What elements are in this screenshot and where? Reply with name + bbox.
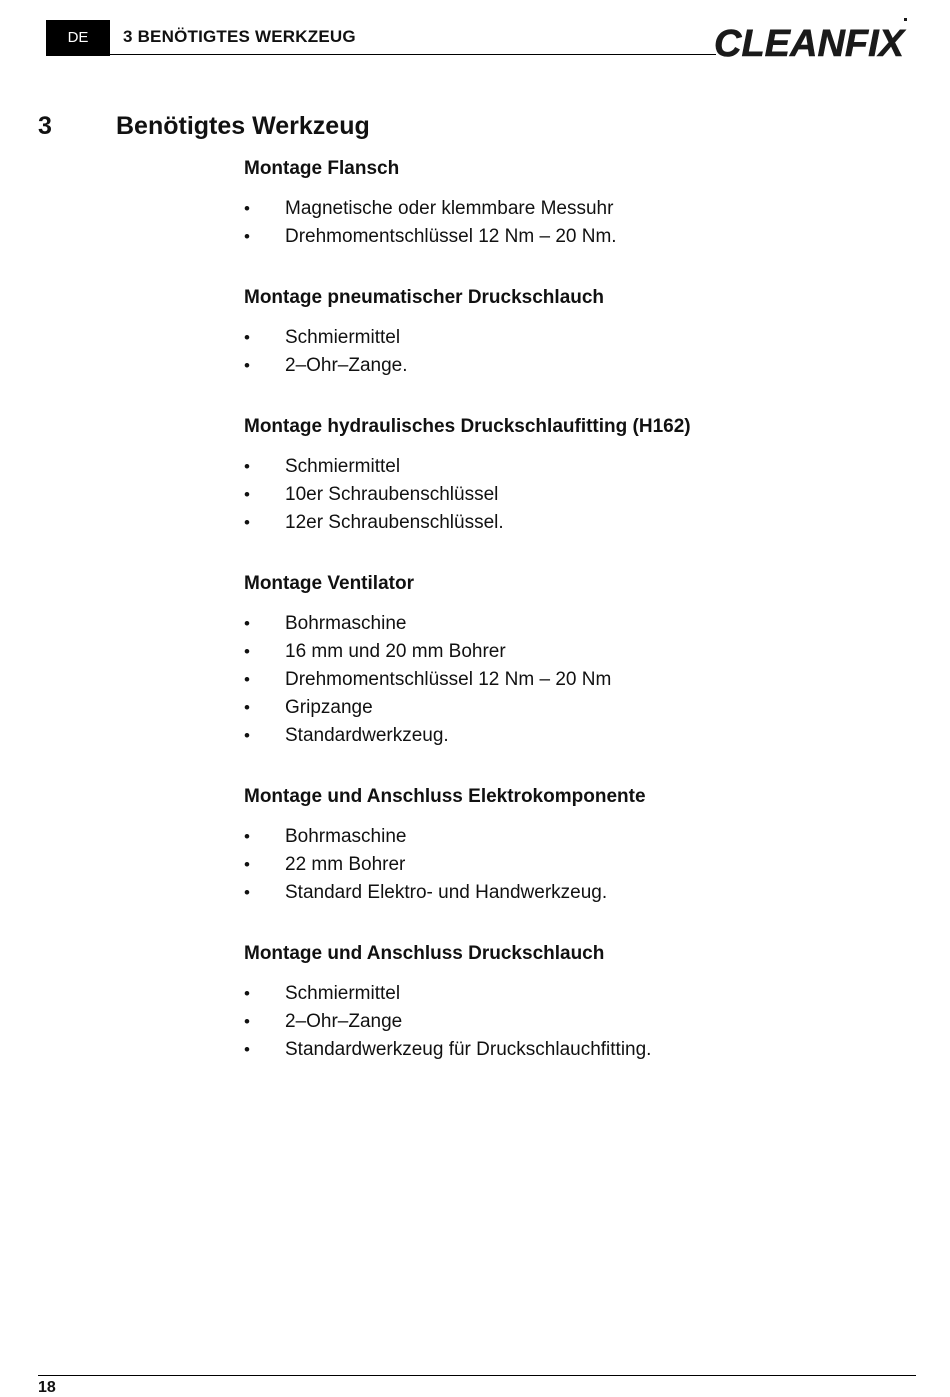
list-item-text: 16 mm und 20 mm Bohrer <box>285 641 506 662</box>
list-item <box>244 638 904 666</box>
list-item <box>244 1036 904 1064</box>
bullet-icon: • <box>244 883 250 902</box>
tool-group <box>244 285 904 380</box>
bullet-icon: • <box>244 513 250 532</box>
group-title: Montage Flansch <box>244 158 400 179</box>
list-item <box>244 879 904 907</box>
group-title: Montage pneumatischer Druckschlauch <box>244 287 605 308</box>
section-title: Benötigtes Werkzeug <box>116 112 370 140</box>
group-title: Montage und Anschluss Druckschlauch <box>244 943 605 964</box>
bullet-icon: • <box>244 227 250 246</box>
list-item <box>244 666 904 694</box>
list-item-text: Drehmomentschlüssel 12 Nm – 20 Nm <box>285 669 612 690</box>
bullet-icon: • <box>244 642 250 661</box>
tool-items <box>244 980 904 1064</box>
list-item <box>244 509 904 537</box>
footer-divider <box>38 1375 916 1376</box>
list-item-text: Magnetische oder klemmbare Messuhr <box>285 198 614 219</box>
tool-items <box>244 823 904 907</box>
tool-items <box>244 610 904 750</box>
bullet-icon: • <box>244 827 250 846</box>
svg-text:CLEANFIX: CLEANFIX <box>714 23 904 65</box>
header-divider <box>46 54 716 55</box>
list-item <box>244 1008 904 1036</box>
bullet-icon: • <box>244 328 250 347</box>
bullet-icon: • <box>244 1012 250 1031</box>
tool-list <box>244 156 904 1098</box>
list-item-text: 12er Schraubenschlüssel. <box>285 512 504 533</box>
list-item <box>244 722 904 750</box>
bullet-icon: • <box>244 1040 250 1059</box>
tool-group <box>244 784 904 907</box>
bullet-icon: • <box>244 356 250 375</box>
list-item-text: Standardwerkzeug. <box>285 725 449 746</box>
list-item <box>244 223 904 251</box>
tool-group <box>244 156 904 251</box>
tool-items <box>244 453 904 537</box>
tool-group <box>244 414 904 537</box>
bullet-icon: • <box>244 698 250 717</box>
list-item-text: Standard Elektro- und Handwerkzeug. <box>285 882 608 903</box>
section-number: 3 <box>38 112 52 140</box>
list-item-text: 2–Ohr–Zange. <box>285 355 408 376</box>
list-item-text: Schmiermittel <box>285 456 401 477</box>
list-item-text: 22 mm Bohrer <box>285 854 406 875</box>
list-item-text: Standardwerkzeug für Druckschlauchfitting. <box>285 1039 652 1060</box>
list-item <box>244 823 904 851</box>
list-item-text: Schmiermittel <box>285 983 401 1004</box>
bullet-icon: • <box>244 485 250 504</box>
list-item <box>244 851 904 879</box>
header-language-badge: DE <box>46 20 110 56</box>
group-title: Montage Ventilator <box>244 573 414 594</box>
group-title: Montage hydraulisches Druckschlaufitting (H162) <box>244 416 691 437</box>
list-item-text: Bohrmaschine <box>285 826 407 847</box>
list-item-text: Schmiermittel <box>285 327 401 348</box>
list-item <box>244 481 904 509</box>
page-number: 18 <box>38 1379 56 1396</box>
bullet-icon: • <box>244 457 250 476</box>
bullet-icon: • <box>244 855 250 874</box>
tool-group <box>244 571 904 750</box>
bullet-icon: • <box>244 670 250 689</box>
list-item <box>244 195 904 223</box>
cleanfix-logo <box>712 14 924 66</box>
tool-items <box>244 324 904 380</box>
list-item <box>244 352 904 380</box>
list-item-text: 10er Schraubenschlüssel <box>285 484 499 505</box>
list-item <box>244 610 904 638</box>
list-item-text: Bohrmaschine <box>285 613 407 634</box>
list-item <box>244 694 904 722</box>
header-title: 3 BENÖTIGTES WERKZEUG <box>123 27 356 46</box>
group-title: Montage und Anschluss Elektrokomponente <box>244 786 646 807</box>
list-item <box>244 453 904 481</box>
list-item-text: Gripzange <box>285 697 373 718</box>
tool-group <box>244 941 904 1064</box>
bullet-icon: • <box>244 984 250 1003</box>
list-item-text: Drehmomentschlüssel 12 Nm – 20 Nm. <box>285 226 617 247</box>
list-item <box>244 980 904 1008</box>
bullet-icon: • <box>244 199 250 218</box>
list-item-text: 2–Ohr–Zange <box>285 1011 403 1032</box>
tool-items <box>244 195 904 251</box>
list-item <box>244 324 904 352</box>
bullet-icon: • <box>244 726 250 745</box>
bullet-icon: • <box>244 614 250 633</box>
